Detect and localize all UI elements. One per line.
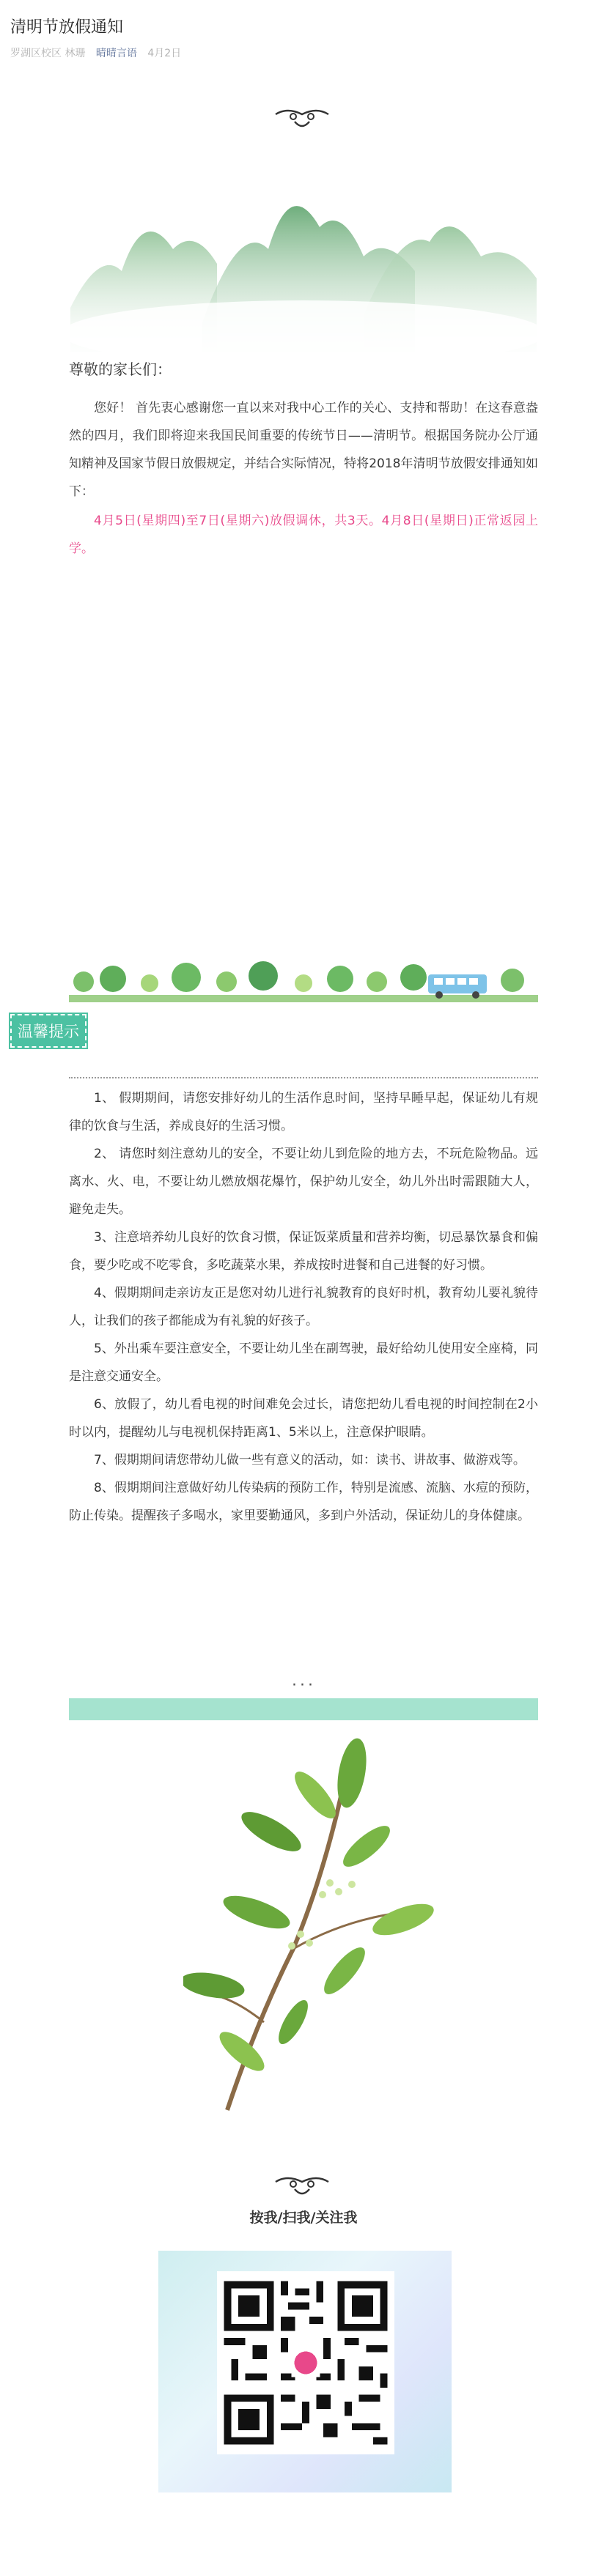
cloud-ornament-icon xyxy=(273,104,331,133)
tip-item: 6、放假了，幼儿看电视的时间难免会过长，请您把幼儿看电视的时间控制在2小时以内，提醒幼儿与电视机保持距离1、5米以上，注意保护眼睛。 xyxy=(69,1397,538,1440)
cloud-ornament-icon xyxy=(273,2172,331,2201)
tip-item: 1、 假期期间，请您安排好幼儿的生活作息时间，坚持早睡早起，保证幼儿有规律的饮食与生活，养成良好的生活习惯。 xyxy=(69,1091,538,1133)
mountain-landscape-image xyxy=(70,161,537,366)
tip-item: 7、假期期间请您带幼儿做一些有意义的活动，如：读书、讲故事、做游戏等。 xyxy=(94,1453,526,1467)
schedule-paragraph: 4月5日(星期四)至7日(星期六)放假调休，共3天。4月8日(星期日)正常返园上学。 xyxy=(69,514,538,556)
intro-paragraph: 您好！ 首先衷心感谢您一直以来对我中心工作的关心、支持和帮助！在这春意盎然的四月，我们即将迎来我国民间重要的传统节日——清明节。根据国务院办公厅通知精神及国家节假日放假规定，并结合实际情况，特将2018年清明节放假安排通知如下： xyxy=(69,401,538,499)
article-meta xyxy=(10,45,181,60)
tip-item: 3、注意培养幼儿良好的饮食习惯，保证饭菜质量和营养均衡，切忌暴饮暴食和偏食，要少吃或不吃零食，多吃蔬菜水果，养成按时进餐和自己进餐的好习惯。 xyxy=(69,1230,538,1273)
account-link[interactable]: 晴晴言语 xyxy=(95,48,137,59)
tip-item: 8、假期期间注意做好幼儿传染病的预防工作，特别是流感、流脑、水痘的预防，防止传染。提醒孩子多喝水，家里要勤通风，多到户外活动，保证幼儿的身体健康。 xyxy=(69,1481,538,1523)
leafy-branch-image xyxy=(183,1729,440,2125)
tip-item: 2、 请您时刻注意幼儿的安全，不要让幼儿到危险的地方去，不玩危险物品。远离水、火、电，不要让幼儿燃放烟花爆竹，保护幼儿安全，幼儿外出时需跟随大人，避免走失。 xyxy=(69,1147,538,1217)
greeting: 尊敬的家长们： xyxy=(69,360,172,378)
tip-item: 4、假期期间走亲访友正是您对幼儿进行礼貌教育的良好时机，教育幼儿要礼貌待人，让我们的孩子都能成为有礼貌的好孩子。 xyxy=(69,1286,538,1328)
qr-code-image[interactable] xyxy=(217,2271,394,2454)
article-source: 罗湖区校区 林珊 xyxy=(10,48,86,59)
trees-bus-illustration xyxy=(69,952,538,1004)
tip-item: 5、外出乘车要注意安全，不要让幼儿坐在副驾驶，最好给幼儿使用安全座椅，同是注意交通安全。 xyxy=(69,1341,538,1384)
article-title: 清明节放假通知 xyxy=(10,18,124,37)
green-divider-bar xyxy=(69,1698,538,1720)
tips-list xyxy=(69,1084,538,1530)
follow-prompt: 按我/扫我/关注我 xyxy=(249,2210,358,2226)
separator-dots: ··· xyxy=(292,1676,316,1695)
tips-heading-badge: 温馨提示 xyxy=(10,1014,87,1048)
article-date: 4月2日 xyxy=(147,48,182,59)
dotted-divider xyxy=(69,1077,538,1078)
